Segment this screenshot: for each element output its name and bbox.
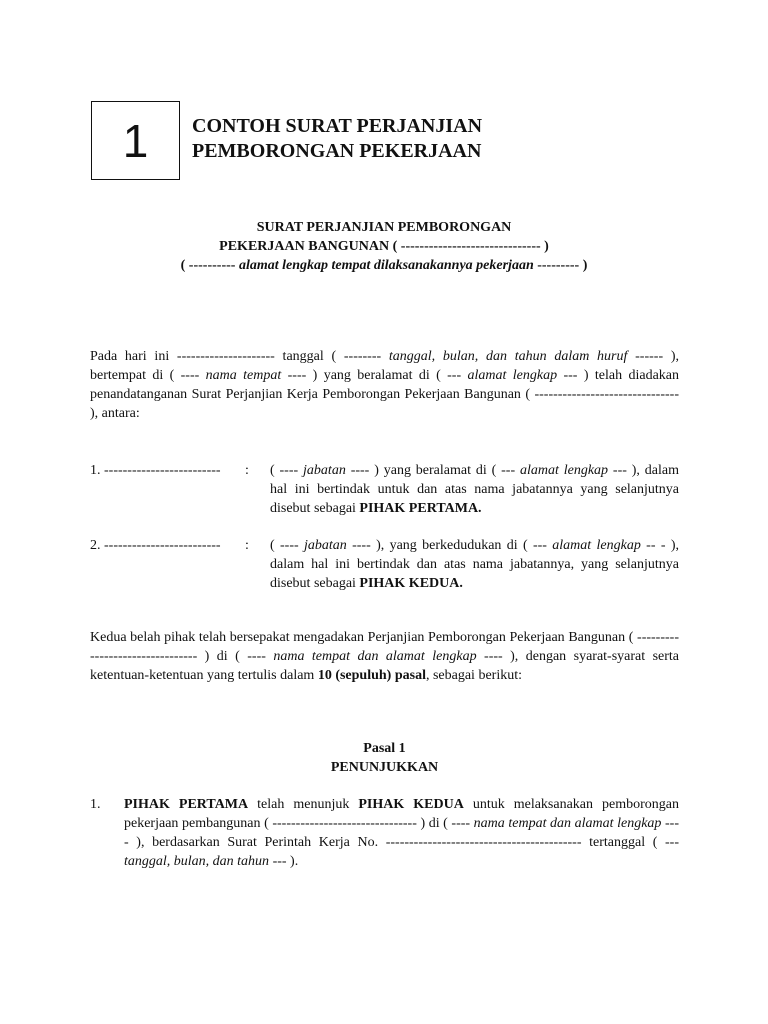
title-line-1: SURAT PERJANJIAN PEMBORONGAN (256, 220, 512, 235)
party-second (90, 536, 679, 593)
party-name-blank: 2. ------------------------- (90, 538, 221, 553)
title-line-2: PEKERJAAN BANGUNAN ( ------------------------------ ) (219, 239, 549, 254)
agreement-paragraph: Kedua belah pihak telah bersepakat mengadakan Perjanjian Pemborongan Pekerjaan Bangunan ( -------------------------------- ) di ( ---- nama tempat dan alamat lengkap ---- ), dengan syarat-syarat serta ketentuan-ketentuan yang tertulis dalam 10 (sepuluh) pasal, sebagai berikut: (90, 630, 680, 683)
agreement-title (90, 218, 678, 275)
party-description: ( ---- jabatan ---- ) yang beralamat di ( --- alamat lengkap --- ), dalam hal ini bertindak untuk dan atas nama jabatannya yang selanjutnya disebut sebagai PIHAK PERTAMA. (270, 463, 680, 516)
party-colon: : (245, 538, 249, 553)
title-line-3: ( ---------- alamat lengkap tempat dilaksanakannya pekerjaan --------- ) (180, 258, 588, 273)
party-colon: : (245, 463, 249, 478)
heading-line-1: CONTOH SURAT PERJANJIAN (192, 115, 483, 137)
item-number: 1. (90, 797, 101, 812)
chapter-number: 1 (122, 114, 149, 167)
document-heading (192, 114, 612, 164)
chapter-number-box (91, 101, 180, 180)
party-name-blank: 1. ------------------------- (90, 463, 221, 478)
article-title: PENUNJUKKAN (330, 760, 439, 775)
article-heading (90, 739, 679, 777)
item-text: PIHAK PERTAMA telah menunjuk PIHAK KEDUA untuk melaksanakan pemborongan pekerjaan pembangunan ( ------------------------------- ) di ( ---- nama tempat dan alamat lengkap ---- ), berdasarkan Surat Perintah Kerja No. ------------------------------------------ tertanggal ( --- tanggal, bulan, dan tahun --- ). (124, 797, 679, 869)
party-description: ( ---- jabatan ---- ), yang berkedudukan di ( --- alamat lengkap -- - ), dalam hal ini bertindak dan atas nama jabatannya, yang selanjutnya disebut sebagai PIHAK KEDUA. (270, 538, 679, 591)
party-first (90, 461, 679, 518)
intro-paragraph: Pada hari ini --------------------- tanggal ( -------- tanggal, bulan, dan tahun dalam huruf ------ ), bertempat di ( ---- nama tempat ---- ) yang beralamat di ( --- alamat lengkap --- ) telah diadakan penandatanganan Surat Perjanjian Kerja Pemborongan Pekerjaan Bangunan ( ------------------------------- ), antara: (90, 349, 679, 421)
article-number: Pasal 1 (363, 741, 406, 756)
heading-line-2: PEMBORONGAN PEKERJAAN (192, 140, 482, 162)
